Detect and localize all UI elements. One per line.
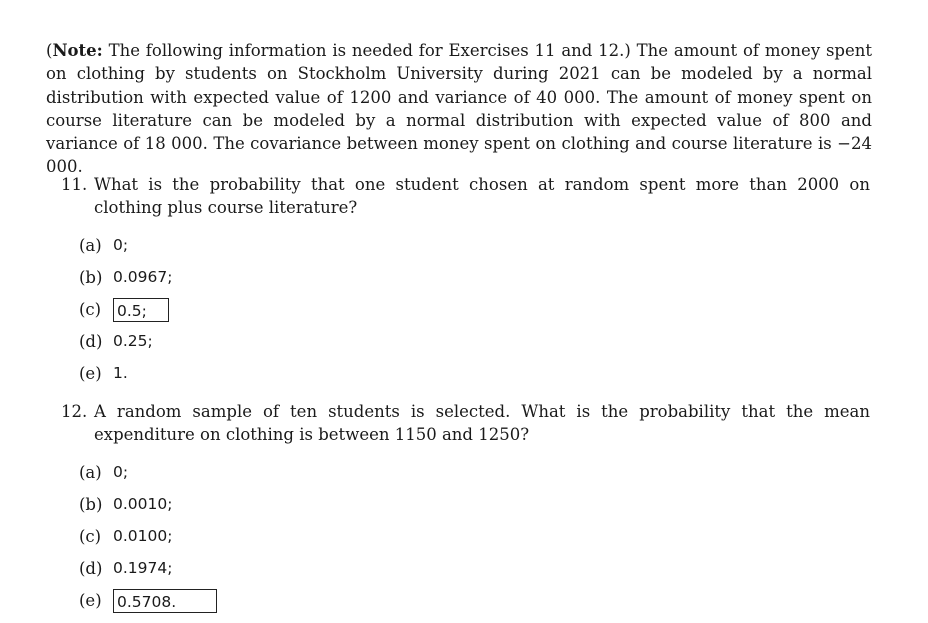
option-label: (a) xyxy=(79,463,102,483)
option-value: 0.0010; xyxy=(113,495,173,514)
question-11-options xyxy=(79,230,172,390)
question-11-text: What is the probability that one student chosen at random spent more than 2000 on clothing plus course literature? xyxy=(94,175,870,218)
option-11c xyxy=(79,294,172,326)
option-label: (d) xyxy=(79,332,103,352)
option-value: 0.0100; xyxy=(113,527,173,546)
option-12c xyxy=(79,521,217,553)
answer-box-12e: 0.5708. xyxy=(113,589,217,613)
option-11d xyxy=(79,326,172,358)
option-label: (c) xyxy=(79,300,102,320)
option-value: 0.1974; xyxy=(113,559,173,578)
note-open-paren: ( xyxy=(46,41,53,60)
option-label: (e) xyxy=(79,591,102,611)
option-value: 0; xyxy=(113,463,129,482)
option-12e xyxy=(79,585,217,617)
question-12-text: A random sample of ten students is selected. What is the probability that the mean expenditure on clothing is between 1150 and 1250? xyxy=(94,402,870,445)
option-value: 0; xyxy=(113,236,129,255)
option-value: 1. xyxy=(113,364,128,383)
option-value: 0.25; xyxy=(113,332,153,351)
option-11b xyxy=(79,262,172,294)
question-11-number: 11. xyxy=(61,175,88,194)
option-12b xyxy=(79,489,217,521)
option-label: (b) xyxy=(79,495,103,515)
question-12 xyxy=(61,400,872,447)
option-label: (e) xyxy=(79,364,102,384)
option-11a xyxy=(79,230,172,262)
note-paragraph xyxy=(46,39,872,179)
answer-box-11c: 0.5; xyxy=(113,298,169,322)
option-12a xyxy=(79,457,217,489)
option-12d xyxy=(79,553,217,585)
option-label: (d) xyxy=(79,559,103,579)
option-label: (b) xyxy=(79,268,103,288)
option-label: (a) xyxy=(79,236,102,256)
option-value: 0.0967; xyxy=(113,268,173,287)
option-label: (c) xyxy=(79,527,102,547)
question-12-options xyxy=(79,457,217,617)
option-11e xyxy=(79,358,172,390)
question-11 xyxy=(61,173,872,220)
note-label: Note: xyxy=(52,41,103,60)
note-text: The following information is needed for Exercises 11 and 12.) The amount of money spent on clothing by students on Stockholm University during 2021 can be modeled by a normal distribution with expected value of 1200 and variance of 40 000. The amount of money spent on course literature can be modeled by a normal distribution with expected value of 800 and variance of 18 000. The covariance between money spent on clothing and course literature is −24 000. xyxy=(46,41,873,177)
question-12-number: 12. xyxy=(61,402,88,421)
